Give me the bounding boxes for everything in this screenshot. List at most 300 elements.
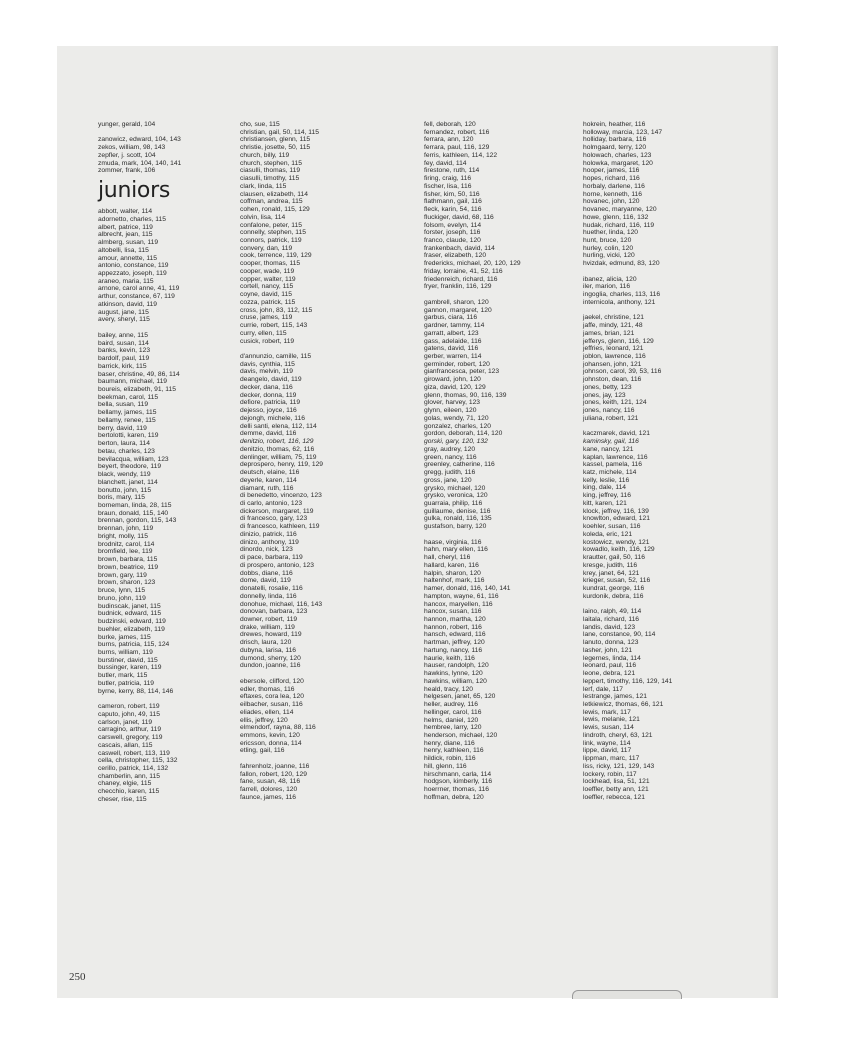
index-entry: berton, laura, 114 — [98, 440, 150, 448]
index-entry: ferrara, paul, 116, 129 — [424, 144, 490, 152]
index-entry: helms, daniel, 120 — [424, 716, 479, 724]
index-entry: brown, barbara, 115 — [98, 556, 158, 564]
index-entry: lestrange, james, 121 — [583, 693, 647, 701]
index-entry: henry, diane, 116 — [424, 739, 475, 747]
index-entry: dobbs, diane, 116 — [240, 569, 293, 577]
index-entry: glover, harvey, 123 — [424, 399, 481, 407]
index-entry: grysko, michael, 120 — [424, 484, 486, 492]
index-entry: hooper, james, 116 — [583, 167, 640, 175]
index-entry: howe, glenn, 116, 132 — [583, 213, 649, 221]
index-entry: kelly, leslie, 116 — [583, 476, 630, 484]
index-entry: cooper, wade, 119 — [240, 267, 295, 275]
index-entry: landis, david, 123 — [583, 623, 636, 631]
index-entry: gianfrancesca, peter, 123 — [424, 368, 500, 376]
index-entry: arnone, carol anne, 41, 119 — [98, 285, 180, 293]
index-entry: jones, nancy, 116 — [583, 407, 635, 415]
page-tab-decoration — [572, 990, 682, 999]
index-entry: hancox, susan, 116 — [424, 608, 482, 616]
index-entry: arthur, constance, 67, 119 — [98, 293, 175, 301]
index-entry: hodgson, kimberly, 116 — [424, 778, 493, 786]
index-entry: leonard, paul, 116 — [583, 662, 637, 670]
index-entry: king, jeffrey, 116 — [583, 492, 631, 500]
index-entry: betau, charles, 123 — [98, 447, 155, 455]
index-entry: altobelli, lisa, 115 — [98, 246, 149, 254]
index-entry: lippman, marc, 117 — [583, 755, 640, 763]
index-entry: kane, nancy, 121 — [583, 445, 634, 453]
index-entry: donovan, barbara, 123 — [240, 608, 308, 616]
index-entry: hahn, mary ellen, 116 — [424, 546, 488, 554]
index-entry: eilbacher, susan, 116 — [240, 701, 303, 709]
index-entry: donohue, michael, 116, 143 — [240, 600, 323, 608]
index-entry: yunger, gerald, 104 — [98, 121, 156, 128]
index-entry: donatelli, rosalie, 116 — [240, 585, 303, 593]
index-entry: christian, gail, 50, 114, 115 — [240, 128, 319, 136]
index-entry: hurley, colin, 120 — [583, 244, 634, 252]
index-entry: johnston, dean, 116 — [583, 376, 642, 384]
index-entry: adornetto, charles, 115 — [98, 215, 166, 223]
index-entry: fahrenholz, joanne, 116 — [240, 762, 310, 770]
index-entry: carragino, arthur, 119 — [98, 726, 162, 734]
index-entry: hirschmann, carla, 114 — [424, 770, 492, 778]
index-entry: cho, sue, 115 — [240, 121, 280, 128]
index-entry: etling, gail, 116 — [240, 747, 285, 755]
index-entry: jaffe, mindy, 121, 48 — [583, 322, 643, 330]
index-entry: ibanez, alicia, 120 — [583, 275, 637, 283]
index-entry: ferris, kathleen, 114, 122 — [424, 151, 498, 159]
index-entry: confalone, peter, 115 — [240, 221, 302, 229]
index-entry: dumond, sherry, 120 — [240, 654, 301, 662]
index-entry: lewis, mark, 117 — [583, 708, 631, 716]
index-entry: bromfield, lee, 119 — [98, 548, 153, 556]
index-entry: joblon, lawrence, 116 — [583, 353, 646, 360]
index-entry: link, wayne, 114 — [583, 739, 631, 747]
index-entry: di pace, barbara, 119 — [240, 554, 303, 562]
index-entry: brodnitz, carol, 114 — [98, 540, 155, 548]
index-entry: golas, wendy, 71, 120 — [424, 414, 489, 422]
index-entry: lanuto, donna, 123 — [583, 639, 639, 647]
index-entry: firing, craig, 116 — [424, 175, 472, 183]
index-entry: juliana, robert, 121 — [583, 414, 639, 422]
index-entry: gray, audrey, 120 — [424, 445, 476, 453]
index-entry: kurdonik, debra, 116 — [583, 592, 644, 600]
index-entry: cortell, nancy, 115 — [240, 283, 294, 291]
index-entry: elmendorf, rayna, 88, 116 — [240, 724, 316, 732]
index-entry: haltenhof, mark, 116 — [424, 577, 485, 585]
index-entry: krieger, susan, 52, 116 — [583, 577, 651, 585]
index-entry: beyert, theodore, 119 — [98, 463, 162, 471]
index-entry: heald, tracy, 120 — [424, 685, 473, 693]
index-entry: hannon, robert, 116 — [424, 623, 482, 631]
index-entry: albrecht, jean, 115 — [98, 231, 153, 239]
index-entry: gannon, margaret, 120 — [424, 306, 492, 314]
index-entry: loeffler, rebecca, 121 — [583, 793, 645, 801]
index-entry: baser, christine, 49, 86, 114 — [98, 370, 180, 378]
index-entry: bailey, anne, 115 — [98, 331, 148, 339]
index-entry: jefferys, glenn, 116, 129 — [583, 337, 654, 345]
index-entry: hellinger, carol, 116 — [424, 708, 482, 716]
index-entry: krautter, gail, 50, 116 — [583, 554, 645, 562]
section-gap — [583, 307, 743, 315]
index-entry: d'annunzio, camille, 115 — [240, 353, 312, 361]
index-entry: church, billy, 119 — [240, 151, 290, 159]
index-entry: friedenreich, richard, 116 — [424, 275, 498, 283]
index-entry: hancox, maryellen, 116 — [424, 600, 493, 608]
index-entry: beekman, carol, 115 — [98, 393, 159, 401]
index-entry: delli santi, elena, 112, 114 — [240, 422, 317, 430]
index-entry: baird, susan, 114 — [98, 339, 149, 347]
index-entry: giza, david, 120, 129 — [424, 383, 486, 391]
index-entry: fryer, franklin, 116, 129 — [424, 283, 492, 291]
index-entry: henry, kathleen, 116 — [424, 747, 484, 755]
index-entry: kowadlo, keith, 116, 129 — [583, 546, 655, 554]
index-entry: hembree, larry, 120 — [424, 724, 482, 732]
index-entry: bruce, lynn, 115 — [98, 587, 146, 595]
index-entry: brennan, john, 119 — [98, 525, 154, 533]
index-entry: frankenbach, david, 114 — [424, 244, 495, 252]
index-entry: huether, linda, 120 — [583, 229, 639, 237]
index-entry: atkinson, david, 119 — [98, 300, 157, 308]
index-entry: leone, debra, 121 — [583, 670, 636, 678]
index-entry: deutsch, elaine, 116 — [240, 469, 300, 477]
index-entry: caputo, john, 49, 115 — [98, 710, 160, 718]
index-entry: internicola, anthony, 121 — [583, 298, 656, 306]
index-entry: legernes, linda, 114 — [583, 654, 641, 662]
index-entry: lockery, robin, 117 — [583, 770, 637, 778]
index-entry: haurie, keith, 116 — [424, 654, 475, 662]
index-column-2 — [240, 121, 400, 802]
index-entry: hallard, karen, 116 — [424, 561, 479, 569]
section-gap — [583, 600, 743, 608]
index-entry: hawkins, lynne, 120 — [424, 670, 483, 678]
index-entry: krey, janet, 64, 121 — [583, 569, 640, 577]
index-entry: fischer, lisa, 116 — [424, 182, 472, 190]
index-entry: coyne, david, 115 — [240, 291, 292, 299]
index-entry: carlson, janet, 119 — [98, 718, 153, 726]
section-gap — [583, 423, 743, 431]
index-entry: antonio, constance, 119 — [98, 262, 169, 270]
index-entry: fernandez, robert, 116 — [424, 128, 490, 136]
index-entry: cascais, allan, 115 — [98, 741, 153, 749]
index-entry: diamant, ruth, 116 — [240, 484, 294, 492]
index-entry: ebersole, clifford, 120 — [240, 677, 304, 685]
index-column-4 — [583, 121, 743, 802]
index-entry: davis, cynthia, 115 — [240, 360, 295, 368]
index-entry: kresge, judith, 116 — [583, 561, 638, 569]
index-entry: fredericks, michael, 20, 120, 129 — [424, 260, 521, 268]
index-entry: holowka, margaret, 120 — [583, 159, 653, 167]
page-number: 250 — [69, 971, 86, 983]
index-entry: holliday, barbara, 116 — [583, 136, 647, 144]
index-entry: connelly, stephen, 115 — [240, 229, 306, 237]
index-entry: zekos, william, 98, 143 — [98, 144, 166, 152]
index-entry: hansch, edward, 116 — [424, 631, 486, 639]
index-entry: davis, melvin, 119 — [240, 368, 294, 376]
index-entry: cook, terrence, 119, 129 — [240, 252, 312, 260]
index-entry: berry, david, 119 — [98, 424, 147, 432]
index-entry: brown, sharon, 123 — [98, 579, 156, 587]
index-entry: bardolf, paul, 119 — [98, 355, 150, 363]
index-entry: fane, susan, 48, 116 — [240, 778, 301, 786]
index-entry: amour, annette, 115 — [98, 254, 157, 262]
index-entry: august, jane, 115 — [98, 308, 149, 316]
index-entry: ericsson, donna, 114 — [240, 739, 302, 747]
index-entry: jaekel, christine, 121 — [583, 314, 644, 322]
index-entry: almberg, susan, 119 — [98, 239, 159, 247]
index-entry: farrell, dolores, 120 — [240, 786, 298, 794]
index-entry: zommer, frank, 106 — [98, 167, 156, 175]
section-gap — [240, 755, 400, 763]
index-column-1 — [98, 121, 258, 804]
index-entry: connors, patrick, 119 — [240, 237, 302, 245]
index-entry: bella, susan, 119 — [98, 401, 149, 409]
index-entry: bevilacqua, william, 123 — [98, 455, 169, 463]
index-entry: greenley, catherine, 116 — [424, 461, 495, 469]
index-entry: kundrat, george, 116 — [583, 585, 645, 593]
index-entry: klock, jeffrey, 116, 139 — [583, 507, 649, 515]
index-entry: lockhead, lisa, 51, 121 — [583, 778, 650, 786]
index-entry: green, nancy, 116 — [424, 453, 477, 461]
index-entry: dickerson, margaret, 119 — [240, 507, 314, 515]
index-entry: lasher, john, 121 — [583, 646, 633, 654]
index-entry: ferrara, ann, 120 — [424, 136, 474, 144]
index-entry: fey, david, 114 — [424, 159, 467, 167]
index-entry: hildick, robin, 116 — [424, 755, 476, 763]
index-entry: garbus, ciara, 116 — [424, 314, 478, 322]
section-gap — [98, 695, 258, 703]
index-entry: boris, mary, 115 — [98, 494, 145, 502]
index-entry: gardner, tammy, 114 — [424, 322, 485, 330]
index-entry: hudak, richard, 116, 119 — [583, 221, 655, 229]
index-entry: jones, keith, 121, 124 — [583, 399, 647, 407]
index-entry: kostowicz, wendy, 121 — [583, 538, 650, 546]
index-entry: holmgaard, terry, 120 — [583, 144, 647, 152]
index-entry: copper, walter, 119 — [240, 275, 296, 283]
yearbook-page — [57, 46, 778, 998]
index-entry: caswell, robert, 113, 119 — [98, 749, 170, 757]
index-entry: drake, william, 119 — [240, 623, 295, 631]
index-entry: burstiner, david, 115 — [98, 656, 158, 664]
index-entry: hunt, bruce, 120 — [583, 237, 632, 245]
index-entry: dejesso, joyce, 116 — [240, 407, 297, 415]
index-entry: dinizo, anthony, 119 — [240, 538, 299, 546]
index-entry: clark, linda, 115 — [240, 182, 287, 190]
index-entry: hawkins, william, 120 — [424, 677, 487, 685]
index-entry: fleck, karin, 54, 116 — [424, 206, 482, 214]
index-entry: denitzio, robert, 116, 129 — [240, 438, 314, 446]
index-entry: borneman, linda, 28, 115 — [98, 502, 172, 510]
index-entry: kaminsky, gail, 116 — [583, 438, 639, 446]
index-entry: banks, kevin, 123 — [98, 347, 151, 355]
index-entry: gross, jane, 120 — [424, 476, 472, 484]
index-entry: eliades, ellen, 114 — [240, 708, 294, 716]
section-gap — [424, 531, 584, 539]
index-entry: church, stephen, 115 — [240, 159, 302, 167]
index-entry: gerber, warren, 114 — [424, 353, 482, 361]
index-entry: folsom, evelyn, 114 — [424, 221, 482, 229]
index-entry: checchio, karen, 115 — [98, 788, 160, 796]
index-entry: bright, molly, 115 — [98, 532, 148, 540]
index-entry: hoffman, debra, 120 — [424, 793, 484, 801]
index-entry: katz, michele, 114 — [583, 469, 637, 476]
index-entry: hartung, nancy, 116 — [424, 646, 483, 654]
index-entry: colvin, lisa, 114 — [240, 213, 286, 221]
index-entry: laino, ralph, 49, 114 — [583, 608, 642, 616]
index-entry: budzinski, edward, 119 — [98, 618, 166, 626]
index-entry: burns, patricia, 115, 124 — [98, 641, 170, 649]
index-entry: brown, beatrice, 119 — [98, 563, 159, 571]
index-entry: ellis, jeffrey, 120 — [240, 716, 288, 724]
index-entry: di francesco, gary, 123 — [240, 515, 308, 523]
index-entry: fallon, robert, 120, 129 — [240, 770, 307, 778]
index-entry: james, brian, 121 — [583, 329, 635, 337]
index-entry: zanowicz, edward, 104, 143 — [98, 136, 181, 144]
index-entry: downer, robert, 119 — [240, 615, 298, 623]
index-entry: dome, david, 119 — [240, 577, 291, 585]
index-entry: boureis, elizabeth, 91, 115 — [98, 386, 176, 393]
index-entry: forster, joseph, 116 — [424, 229, 481, 237]
index-entry: friday, lorraine, 41, 52, 116 — [424, 267, 503, 275]
index-entry: cruse, james, 119 — [240, 314, 293, 322]
index-entry: cozza, patrick, 115 — [240, 298, 296, 306]
index-entry: loeffler, betty ann, 121 — [583, 786, 649, 794]
index-entry: eftaxes, cora lea, 120 — [240, 693, 304, 701]
index-entry: di benedetto, vincenzo, 123 — [240, 492, 322, 500]
index-entry: demme, david, 116 — [240, 430, 297, 438]
index-entry: flathmann, gail, 116 — [424, 198, 482, 206]
index-entry: garratt, albert, 123 — [424, 329, 479, 337]
index-entry: henderson, michael, 120 — [424, 731, 498, 739]
index-entry: dinordo, nick, 123 — [240, 546, 293, 554]
index-entry: koleda, eric, 121 — [583, 530, 633, 538]
index-entry: buehler, elizabeth, 119 — [98, 625, 165, 633]
index-entry: bellamy, james, 115 — [98, 409, 157, 417]
index-entry: hall, cheryl, 116 — [424, 554, 471, 562]
index-entry: gulka, ronald, 116, 135 — [424, 515, 492, 523]
index-entry: decker, dana, 116 — [240, 383, 293, 391]
index-entry: jeffries, leonard, 121 — [583, 345, 644, 353]
index-entry: cameron, robert, 119 — [98, 703, 160, 711]
index-entry: appezzato, joseph, 119 — [98, 270, 167, 277]
index-entry: clausen, elizabeth, 114 — [240, 190, 308, 198]
section-gap — [98, 324, 258, 332]
index-entry: hauser, randolph, 120 — [424, 662, 489, 670]
index-entry: jones, jay, 123 — [583, 391, 626, 399]
index-entry: cusick, robert, 119 — [240, 337, 295, 345]
index-entry: kaplan, lawrence, 116 — [583, 453, 648, 461]
index-entry: denlinger, william, 75, 119 — [240, 453, 317, 461]
index-entry: johansen, john, 121 — [583, 360, 642, 368]
index-entry: hamer, donald, 116, 140, 141 — [424, 585, 511, 593]
index-entry: halpin, sharon, 120 — [424, 569, 481, 577]
index-entry: knowlton, edward, 121 — [583, 515, 650, 523]
index-entry: dubyna, larisa, 116 — [240, 646, 297, 654]
index-entry: bonutto, john, 115 — [98, 486, 152, 494]
index-entry: ciasulli, timothy, 115 — [240, 175, 300, 183]
index-entry: fisher, kim, 50, 116 — [424, 190, 480, 198]
index-entry: chamberlin, ann, 115 — [98, 772, 160, 780]
index-entry: letkiewicz, thomas, 66, 121 — [583, 701, 664, 709]
index-entry: burke, james, 115 — [98, 633, 151, 641]
index-entry: edler, thomas, 116 — [240, 685, 295, 693]
section-gap — [583, 268, 743, 276]
index-entry: ciasulli, thomas, 119 — [240, 167, 301, 175]
index-entry: guillaume, denise, 116 — [424, 507, 491, 515]
index-entry: gambrell, sharon, 120 — [424, 298, 489, 306]
index-entry: gregg, judith, 116 — [424, 469, 476, 477]
index-entry: denitzio, thomas, 62, 116 — [240, 445, 315, 453]
index-entry: braun, donald, 115, 140 — [98, 509, 169, 517]
index-entry: dundon, joanne, 116 — [240, 662, 301, 670]
index-entry: convery, dan, 119 — [240, 244, 293, 252]
index-entry: holloway, marcia, 123, 147 — [583, 128, 663, 136]
index-entry: butler, patricia, 119 — [98, 679, 155, 687]
index-entry: gustafson, barry, 120 — [424, 523, 487, 531]
index-entry: cohen, ronald, 115, 129 — [240, 206, 310, 214]
index-entry: zepfler, j. scott, 104 — [98, 151, 156, 159]
index-entry: deangelo, david, 119 — [240, 376, 302, 384]
index-entry: iler, marion, 116 — [583, 283, 631, 291]
index-entry: hannon, martha, 120 — [424, 615, 486, 623]
index-entry: leppert, timothy, 116, 129, 141 — [583, 677, 673, 685]
index-entry: horbaly, darlene, 116 — [583, 182, 645, 190]
index-entry: hoerrner, thomas, 116 — [424, 786, 489, 794]
index-entry: avery, sheryl, 115 — [98, 316, 150, 324]
index-entry: araneo, maria, 115 — [98, 277, 154, 285]
section-heading: juniors — [98, 178, 170, 204]
index-entry: fluckiger, david, 68, 116 — [424, 213, 494, 221]
index-entry: emmons, kevin, 120 — [240, 731, 300, 739]
index-entry: budnick, edward, 115 — [98, 610, 162, 618]
index-entry: guarraia, philip, 116 — [424, 499, 483, 507]
index-entry: koehler, susan, 116 — [583, 523, 641, 531]
index-entry: haase, virginia, 116 — [424, 538, 482, 546]
index-entry: king, dale, 114 — [583, 484, 627, 492]
index-entry: kaczmarek, david, 121 — [583, 430, 650, 438]
index-entry: faunce, james, 116 — [240, 793, 297, 801]
index-entry: hampton, wayne, 61, 116 — [424, 592, 499, 600]
index-entry: kitt, karen, 121 — [583, 499, 627, 507]
section-gap — [424, 291, 584, 299]
index-entry: christie, josette, 50, 115 — [240, 144, 311, 152]
index-entry: fraser, elizabeth, 120 — [424, 252, 487, 260]
index-entry: lippe, david, 117 — [583, 747, 632, 755]
index-entry: donnelly, linda, 116 — [240, 592, 297, 600]
section-gap — [240, 670, 400, 678]
index-entry: hartman, jeffrey, 120 — [424, 639, 485, 647]
index-column-3 — [424, 121, 584, 802]
index-entry: cross, john, 83, 112, 115 — [240, 306, 313, 314]
index-entry: chaney, elgie, 115 — [98, 780, 152, 788]
index-entry: gordon, deborah, 114, 120 — [424, 430, 503, 438]
index-entry: barrick, kirk, 115 — [98, 362, 147, 370]
index-entry: drewes, howard, 119 — [240, 631, 302, 639]
index-entry: hopes, richard, 116 — [583, 175, 640, 183]
index-entry: hovanec, maryanne, 120 — [583, 206, 657, 214]
index-entry: burns, william, 119 — [98, 648, 153, 656]
index-entry: lane, constance, 90, 114 — [583, 631, 656, 639]
index-entry: black, wendy, 119 — [98, 471, 151, 479]
index-entry: bruno, john, 119 — [98, 594, 146, 602]
index-entry: bussinger, karen, 119 — [98, 664, 162, 672]
index-entry: gass, adelaide, 116 — [424, 337, 482, 345]
index-entry: dejongh, michele, 116 — [240, 414, 305, 422]
index-entry: curry, ellen, 115 — [240, 329, 287, 337]
index-entry: glynn, eileen, 120 — [424, 407, 477, 415]
index-entry: coffman, andrea, 115 — [240, 198, 303, 206]
index-entry: franco, claude, 120 — [424, 237, 481, 245]
index-entry: lerf, dale, 117 — [583, 685, 624, 693]
index-entry: zmuda, mark, 104, 140, 141 — [98, 159, 182, 167]
